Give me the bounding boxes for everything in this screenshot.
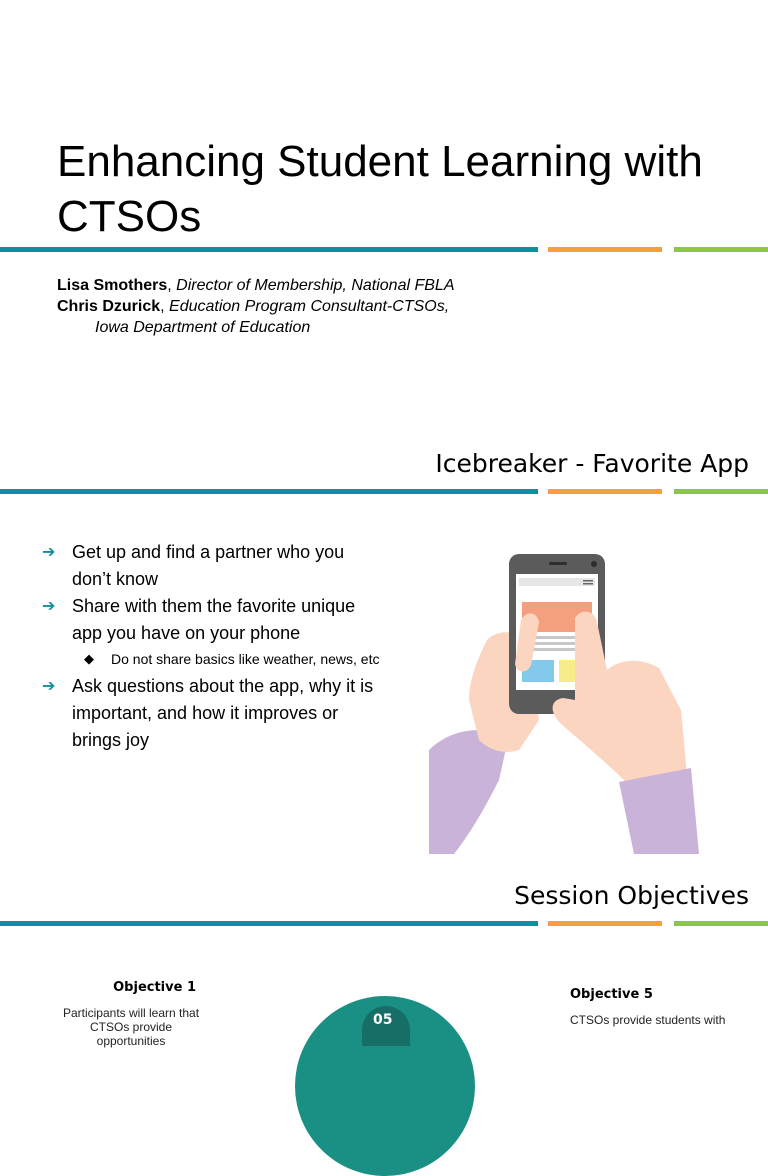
teal-divider: [0, 921, 538, 926]
hands-holding-phone-icon: [429, 550, 701, 854]
objective-1-heading: Objective 1: [113, 980, 196, 995]
sub-bullet-item: [42, 649, 387, 669]
author-role: Education Program Consultant-CTSOs,: [169, 298, 450, 315]
objectives-slide: [0, 864, 768, 1048]
arrow-bullet-icon: ➔: [42, 544, 56, 561]
author-list: [57, 275, 454, 338]
orange-divider: [548, 247, 662, 252]
arrow-bullet-icon: ➔: [42, 678, 56, 695]
presentation-title: Enhancing Student Learning with CTSOs: [57, 137, 703, 241]
bullet-text: Ask questions about the app, why it is important, and how it improves or brings joy: [72, 676, 374, 750]
author-role-continued: Iowa Department of Education: [95, 319, 311, 336]
objective-badge-number: 05: [373, 1012, 393, 1028]
bullet-item: [42, 593, 387, 647]
icebreaker-slide: [0, 432, 768, 864]
orange-divider: [548, 921, 662, 926]
author-role: Director of Membership, National FBLA: [176, 277, 455, 294]
title-slide: [0, 0, 768, 432]
bullet-item: [42, 539, 387, 593]
author-line: Chris Dzurick, Education Program Consultant-CTSOs,: [57, 298, 450, 315]
author-name: Lisa Smothers: [57, 277, 168, 294]
objective-5-heading: Objective 5: [570, 987, 653, 1002]
author-name: Chris Dzurick: [57, 298, 161, 315]
author-line: Lisa Smothers, Director of Membership, National FBLA: [57, 277, 455, 294]
orange-divider: [548, 489, 662, 494]
teal-divider: [0, 489, 538, 494]
slide-title: Icebreaker - Favorite App: [435, 449, 749, 478]
diamond-bullet-icon: ◆: [84, 651, 94, 666]
arrow-bullet-icon: ➔: [42, 598, 56, 615]
bullet-list: [42, 539, 387, 754]
teal-divider: [0, 247, 538, 252]
green-divider: [674, 921, 768, 926]
objective-5-text: CTSOs provide students with: [570, 1013, 726, 1027]
slide-title: Session Objectives: [514, 881, 749, 910]
bullet-text: Share with them the favorite unique app you have on your phone: [72, 596, 356, 643]
sub-bullet-text: Do not share basics like weather, news, etc: [111, 651, 380, 667]
green-divider: [674, 489, 768, 494]
author-line: [57, 317, 454, 338]
objective-1-text: Participants will learn that CTSOs provide opportunities: [62, 1006, 200, 1048]
bullet-text: Get up and find a partner who you don’t know: [72, 542, 345, 589]
bullet-item: [42, 673, 387, 754]
green-divider: [674, 247, 768, 252]
